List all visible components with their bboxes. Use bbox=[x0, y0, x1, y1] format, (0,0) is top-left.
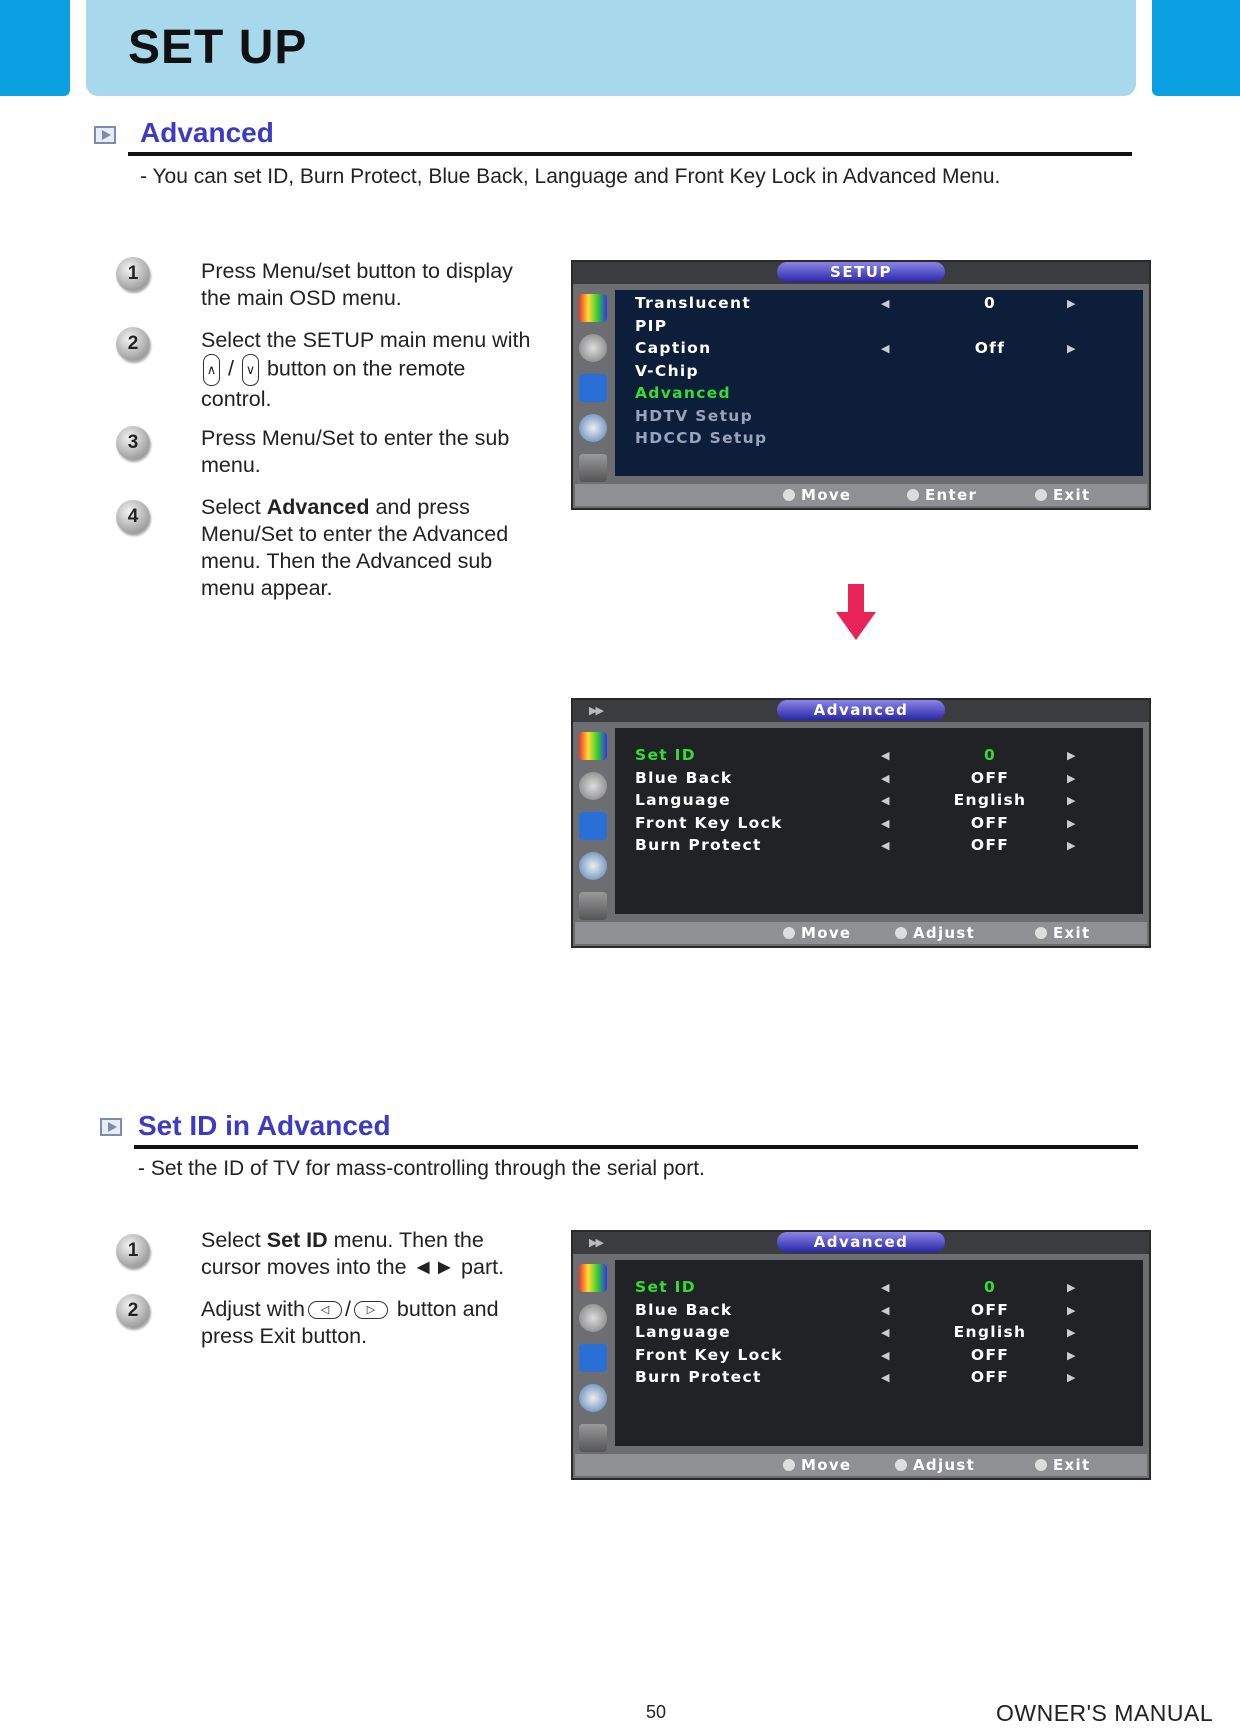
header-left-block bbox=[0, 0, 70, 96]
left-arrow-icon: ◀ bbox=[881, 771, 891, 785]
osd-tab-title: SETUP bbox=[777, 262, 945, 282]
step-text-pre: Select bbox=[201, 495, 267, 519]
osd-row-value: OFF bbox=[970, 1345, 1010, 1364]
osd-tab-title: Advanced bbox=[777, 1232, 945, 1252]
step-text-pre: Adjust with bbox=[201, 1297, 305, 1321]
osd-advanced-screen bbox=[571, 698, 1151, 948]
left-arrow-icon: ◀ bbox=[881, 1348, 891, 1362]
right-arrow-icon: ▶ bbox=[1067, 1348, 1077, 1362]
clock-icon bbox=[579, 1384, 607, 1412]
tools-icon bbox=[579, 374, 607, 402]
left-arrow-icon: ◀ bbox=[881, 749, 891, 762]
osd-row-label: Blue Back bbox=[635, 1300, 733, 1319]
osd-footer-adjust: Adjust bbox=[895, 1456, 975, 1474]
step-text-bold: Advanced bbox=[266, 495, 370, 519]
step-text bbox=[201, 327, 541, 413]
step-text-bold: Set ID bbox=[266, 1228, 328, 1252]
step-text-post: button and press Exit button. bbox=[201, 1297, 499, 1348]
picture-icon bbox=[579, 294, 607, 322]
osd-menu-row[interactable] bbox=[635, 746, 1135, 766]
osd-tab-title: Advanced bbox=[777, 700, 945, 720]
adjust-icon bbox=[895, 1459, 907, 1471]
osd-row-label: Translucent bbox=[635, 294, 752, 312]
manual-title: OWNER'S MANUAL bbox=[996, 1700, 1214, 1726]
left-arrow-icon: ◀ bbox=[881, 1281, 891, 1294]
osd-row-label: Language bbox=[635, 1323, 731, 1341]
osd-footer-exit: Exit bbox=[1035, 1456, 1090, 1474]
step-text-post: menu. Then the cursor moves into the ◄► part. bbox=[201, 1228, 505, 1279]
picture-icon bbox=[579, 1264, 607, 1292]
move-icon bbox=[783, 489, 795, 501]
osd-row-label: Burn Protect bbox=[635, 836, 762, 854]
osd-footer-exit: Exit bbox=[1035, 486, 1090, 504]
osd-menu-row[interactable] bbox=[635, 384, 1135, 404]
right-arrow-icon: ▶ bbox=[1067, 816, 1077, 830]
osd-row-label: Caption bbox=[635, 339, 712, 357]
osd-side-icons bbox=[575, 728, 611, 912]
osd-menu-row[interactable] bbox=[635, 1368, 1135, 1388]
step-text: Press Menu/Set to enter the sub menu. bbox=[201, 426, 510, 477]
osd-row-value: Off bbox=[974, 339, 1006, 357]
step-text-pre: Select bbox=[201, 1228, 267, 1252]
tools-icon bbox=[579, 1344, 607, 1372]
right-button-icon: ▷ bbox=[354, 1301, 388, 1319]
osd-row-label: V-Chip bbox=[635, 361, 699, 380]
osd-menu-row[interactable] bbox=[635, 814, 1135, 834]
osd-setup-screen bbox=[571, 260, 1151, 510]
osd-side-icons bbox=[575, 290, 611, 474]
osd-row-value: OFF bbox=[970, 1300, 1010, 1319]
osd-row-value: OFF bbox=[970, 1368, 1010, 1386]
exit-icon bbox=[1035, 1459, 1047, 1471]
osd-row-label: Language bbox=[635, 791, 731, 809]
up-button-icon: ∧ bbox=[203, 354, 220, 386]
osd-advanced-screen bbox=[571, 1230, 1151, 1480]
osd-menu-row[interactable] bbox=[635, 339, 1135, 359]
sound-icon bbox=[579, 1304, 607, 1332]
osd-footer bbox=[575, 484, 1147, 506]
osd-row-label: Advanced bbox=[635, 384, 731, 402]
osd-footer bbox=[575, 1454, 1147, 1476]
step-badge: 1 bbox=[116, 257, 150, 291]
step-text bbox=[201, 1296, 541, 1350]
step-text-post: and press Menu/Set to enter the Advanced menu. Then the Advanced sub menu appear. bbox=[201, 495, 509, 600]
sound-icon bbox=[579, 334, 607, 362]
right-arrow-icon: ▶ bbox=[1067, 1281, 1077, 1294]
osd-side-icons bbox=[575, 1260, 611, 1444]
osd-arrows-icon: ▶▶ bbox=[589, 1237, 602, 1249]
step-sep: / bbox=[344, 1297, 351, 1321]
left-arrow-icon: ◀ bbox=[881, 1326, 891, 1339]
osd-menu-row[interactable] bbox=[635, 1278, 1135, 1298]
osd-menu-row[interactable] bbox=[635, 1301, 1135, 1321]
step-sep: / bbox=[227, 356, 234, 381]
exit-icon bbox=[1035, 927, 1047, 939]
page-title: SET UP bbox=[128, 21, 308, 74]
osd-footer-move: Move bbox=[783, 486, 851, 504]
right-arrow-icon: ▶ bbox=[1067, 1371, 1077, 1384]
osd-menu-row[interactable] bbox=[635, 1323, 1135, 1343]
osd-menu-row[interactable] bbox=[635, 317, 1135, 337]
osd-menu-row[interactable] bbox=[635, 791, 1135, 811]
osd-row-value: 0 bbox=[983, 1278, 997, 1296]
osd-footer bbox=[575, 922, 1147, 944]
section-title-setid: Set ID in Advanced bbox=[138, 1110, 391, 1141]
sound-icon bbox=[579, 772, 607, 800]
left-arrow-icon: ◀ bbox=[881, 839, 891, 852]
step-text: Press Menu/set button to display the main OSD menu. bbox=[201, 259, 513, 310]
tv-icon bbox=[579, 454, 607, 482]
step-badge: 2 bbox=[116, 1294, 150, 1328]
move-icon bbox=[783, 927, 795, 939]
step-badge: 2 bbox=[116, 327, 150, 361]
section-play-icon bbox=[100, 1118, 122, 1136]
section-play-icon bbox=[94, 126, 116, 144]
osd-menu-row[interactable] bbox=[635, 836, 1135, 856]
osd-footer-enter: Enter bbox=[907, 486, 977, 504]
osd-row-label: HDCCD Setup bbox=[635, 429, 768, 447]
arrow-down-icon bbox=[836, 584, 876, 640]
left-arrow-icon: ◀ bbox=[881, 1303, 891, 1317]
tv-icon bbox=[579, 892, 607, 920]
osd-row-label: PIP bbox=[635, 316, 668, 335]
down-button-icon: ∨ bbox=[242, 354, 259, 386]
section-desc-advanced: - You can set ID, Burn Protect, Blue Back, Language and Front Key Lock in Advanced Menu. bbox=[140, 165, 1001, 188]
osd-row-value: 0 bbox=[983, 294, 997, 312]
osd-row-label: Front Key Lock bbox=[635, 813, 783, 832]
step-text-post: button on the remote control. bbox=[201, 356, 466, 411]
step-badge: 3 bbox=[116, 426, 150, 460]
osd-menu-row[interactable] bbox=[635, 294, 1135, 314]
section-title-advanced: Advanced bbox=[140, 117, 274, 148]
exit-icon bbox=[1035, 489, 1047, 501]
left-arrow-icon: ◀ bbox=[881, 794, 891, 807]
osd-row-value: OFF bbox=[970, 813, 1010, 832]
osd-menu-row[interactable] bbox=[635, 769, 1135, 789]
step-badge: 1 bbox=[116, 1234, 150, 1268]
header-right-block bbox=[1152, 0, 1240, 96]
osd-menu-row[interactable] bbox=[635, 362, 1135, 382]
osd-footer-adjust: Adjust bbox=[895, 924, 975, 942]
clock-icon bbox=[579, 414, 607, 442]
osd-row-label: Set ID bbox=[635, 746, 696, 764]
osd-menu-row[interactable] bbox=[635, 429, 1135, 449]
osd-row-value: 0 bbox=[983, 746, 997, 764]
osd-row-value: English bbox=[953, 791, 1027, 809]
osd-menu-row[interactable] bbox=[635, 407, 1135, 427]
osd-menu-row[interactable] bbox=[635, 1346, 1135, 1366]
right-arrow-icon: ▶ bbox=[1067, 771, 1077, 785]
step-text-pre: Select the SETUP main menu with bbox=[201, 328, 531, 352]
right-arrow-icon: ▶ bbox=[1067, 749, 1077, 762]
picture-icon bbox=[579, 732, 607, 760]
section-desc-setid: - Set the ID of TV for mass-controlling through the serial port. bbox=[138, 1157, 705, 1180]
osd-arrows-icon: ▶▶ bbox=[589, 705, 602, 717]
osd-row-label: Blue Back bbox=[635, 768, 733, 787]
osd-row-value: OFF bbox=[970, 836, 1010, 854]
right-arrow-icon: ▶ bbox=[1067, 342, 1077, 355]
right-arrow-icon: ▶ bbox=[1067, 839, 1077, 852]
osd-footer-exit: Exit bbox=[1035, 924, 1090, 942]
page-number: 50 bbox=[646, 1702, 667, 1722]
step-text bbox=[201, 494, 541, 602]
left-arrow-icon: ◀ bbox=[881, 816, 891, 830]
move-icon bbox=[783, 1459, 795, 1471]
right-arrow-icon: ▶ bbox=[1067, 1303, 1077, 1317]
osd-row-value: English bbox=[953, 1323, 1027, 1341]
right-arrow-icon: ▶ bbox=[1067, 1326, 1077, 1339]
tv-icon bbox=[579, 1424, 607, 1452]
left-arrow-icon: ◀ bbox=[881, 342, 891, 355]
tools-icon bbox=[579, 812, 607, 840]
step-badge: 4 bbox=[116, 500, 150, 534]
osd-row-label: Front Key Lock bbox=[635, 1345, 783, 1364]
right-arrow-icon: ▶ bbox=[1067, 794, 1077, 807]
osd-footer-move: Move bbox=[783, 1456, 851, 1474]
left-button-icon: ◁ bbox=[308, 1301, 342, 1319]
enter-icon bbox=[907, 489, 919, 501]
step-text bbox=[201, 1227, 541, 1281]
osd-row-label: Burn Protect bbox=[635, 1368, 762, 1386]
osd-footer-move: Move bbox=[783, 924, 851, 942]
clock-icon bbox=[579, 852, 607, 880]
right-arrow-icon: ▶ bbox=[1067, 297, 1077, 310]
section-rule bbox=[128, 152, 1132, 156]
section-rule bbox=[134, 1145, 1138, 1149]
left-arrow-icon: ◀ bbox=[881, 297, 891, 310]
osd-row-label: HDTV Setup bbox=[635, 406, 754, 425]
adjust-icon bbox=[895, 927, 907, 939]
osd-row-value: OFF bbox=[970, 768, 1010, 787]
osd-row-label: Set ID bbox=[635, 1278, 696, 1296]
left-arrow-icon: ◀ bbox=[881, 1371, 891, 1384]
